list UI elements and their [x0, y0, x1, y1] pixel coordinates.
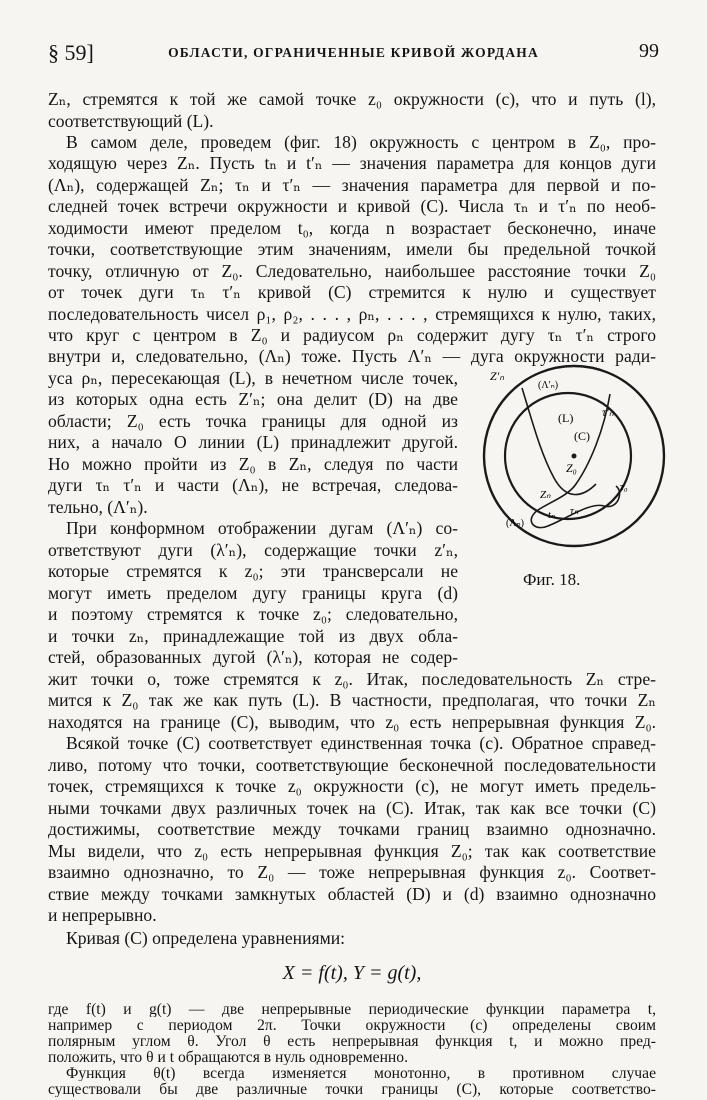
text-line: уса ρₙ, пересекающая (L), в нечетном числе точек, [48, 368, 458, 388]
text-line: тельно, (Λ′ₙ). [48, 497, 148, 517]
running-title: ОБЛАСТИ, ОГРАНИЧЕННЫЕ КРИВОЙ ЖОРДАНА [168, 45, 539, 60]
text-line: ными точками двух различных точек на (C). Итак, так как все точки (C) [48, 798, 656, 818]
text-line: Мы видели, что z₀ есть непрерывная функция Z₀; так как соответствие [48, 841, 656, 861]
label-Zn-prime: Z′ₙ [490, 369, 505, 383]
text-line: и точки zₙ, принадлежащие той из двух обла- [48, 626, 458, 646]
text-line: от точек дуги τₙ τ′ₙ кривой (C) стремится к нулю и существует [48, 282, 656, 302]
text-line: что круг с центром в Z₀ и радиусом ρₙ содержит дугу τₙ τ′ₙ строго [48, 325, 656, 345]
text-line: них, а начало O линии (L) принадлежит другой. [48, 432, 458, 452]
text-line: и поэтому стремятся к точке z₀; следовательно, [48, 604, 458, 624]
label-tau-n: τₙ [570, 505, 579, 517]
text-line: например с периодом 2π. Точки окружности (c) определены своим [48, 1018, 656, 1033]
figure-caption: Фиг. 18. [523, 570, 581, 589]
text-line: полярным углом θ. Угол θ есть непрерывная функция t, и можно пред- [48, 1034, 656, 1049]
text-line: и непрерывно. [48, 905, 157, 925]
label-tau-prime: τ′ₙ [602, 405, 614, 419]
text-line: из которых одна есть Z′ₙ; она делит (D) на две [48, 389, 458, 409]
label-tau0: τ₀ [620, 481, 628, 493]
text-line: ходимости имеют пределом t₀, когда n возрастает бесконечно, иначе [48, 218, 656, 238]
label-Z0: Z₀ [566, 461, 577, 475]
text-line: Всякой точке (C) соответствует единственная точка (c). Обратное справед- [66, 733, 656, 753]
text-line: ливо, потому что точки, соответствующие бесконечной последовательности [48, 755, 656, 775]
text-line: где f(t) и g(t) — две непрерывные периодические функции параметра t, [48, 1002, 656, 1017]
label-Zn: Zₙ [540, 489, 551, 501]
text-line: ствие между точками замкнутых областей (D) и (d) взаимно однозначно [48, 884, 656, 904]
text-line: следней точек встречи окружности и кривой (C). Числа τₙ и τ′ₙ по необ- [48, 196, 656, 216]
label-Lambda-n: (Λₙ) [506, 518, 524, 529]
text-line: Zₙ, стремятся к той же самой точке z₀ окружности (c), что и путь (l), [48, 89, 656, 109]
page-header [48, 40, 659, 68]
text-line: (Λₙ), содержащей Zₙ; τₙ и τ′ₙ — значения параметра для первой и по- [48, 175, 656, 195]
text-line: соответствующий (L). [48, 111, 214, 131]
text-line: дуги τₙ τ′ₙ и части (Λₙ), не встречая, следова- [48, 475, 458, 495]
equation: X = f(t), Y = g(t), [282, 962, 422, 984]
label-C: (C) [574, 429, 590, 443]
text-line: Но можно пройти из Z₀ в Zₙ, следуя по части [48, 454, 458, 474]
text-line: Функция θ(t) всегда изменяется монотонно, в противном случае [66, 1066, 656, 1081]
text-line: мится к Z₀ так же как путь (L). В частности, предполагая, что точки Zₙ [48, 690, 656, 710]
text-line: области; Z₀ есть точка границы для одной из [48, 411, 458, 431]
figure-18 [478, 360, 670, 552]
text-line: внутри и, следовательно, (Λₙ) тоже. Пусть Λ′ₙ — дуга окружности ради- [48, 346, 656, 366]
label-L: (L) [558, 411, 574, 425]
text-line: положить, что θ и t обращаются в нуль одновременно. [48, 1050, 408, 1065]
page-number: 99 [639, 40, 659, 62]
text-line: точки, соответствующие этим значениям, имели бы предельной точкой [48, 239, 656, 259]
label-Lambda-prime: (Λ′ₙ) [538, 380, 559, 391]
text-line: которые стремятся к z₀; эти трансверсали не [48, 561, 458, 581]
text-line: существовали бы две различные точки границы (C), которые соответство- [48, 1082, 656, 1097]
text-line: ответствуют дуги (λ′ₙ), содержащие точки z′ₙ, [48, 540, 458, 560]
text-line: могут иметь пределом дугу границы круга (d) [48, 583, 458, 603]
text-line: При конформном отображении дугам (Λ′ₙ) со- [66, 518, 458, 538]
text-line: жит точки o, тоже стремятся к z₀. Итак, последовательность Zₙ стре- [48, 669, 656, 689]
section-number: § 59] [48, 40, 94, 65]
text-line: точку, отличную от Z₀. Следовательно, наибольшее расстояние точки Z₀ [48, 261, 656, 281]
text-line: последовательность чисел ρ₁, ρ₂, . . . , ρₙ, . . . , стремящихся к нулю, таких, [48, 304, 656, 324]
text-line: Кривая (C) определена уравнениями: [66, 928, 346, 948]
text-line: точек, стремящихся к точке z₀ окружности (c), не могут иметь предель- [48, 776, 656, 796]
text-line: находятся на границе (C), выводим, что z₀ есть непрерывная функция Z₀. [48, 712, 656, 732]
center-point [572, 454, 577, 459]
text-line: ходящую через Zₙ. Пусть tₙ и t′ₙ — значения параметра для концов дуги [48, 153, 656, 173]
text-line: достижимы, соответствие между точками границ взаимно однозначно. [48, 819, 656, 839]
text-line: взаимно однозначно, то Z₀ — тоже непрерывная функция z₀. Соответ- [48, 862, 656, 882]
text-line: В самом деле, проведем (фиг. 18) окружность с центром в Z₀, про- [66, 132, 656, 152]
label-tn: tₙ [548, 510, 555, 521]
text-line: стей, образованных дугой (λ′ₙ), которая не содер- [48, 647, 458, 667]
